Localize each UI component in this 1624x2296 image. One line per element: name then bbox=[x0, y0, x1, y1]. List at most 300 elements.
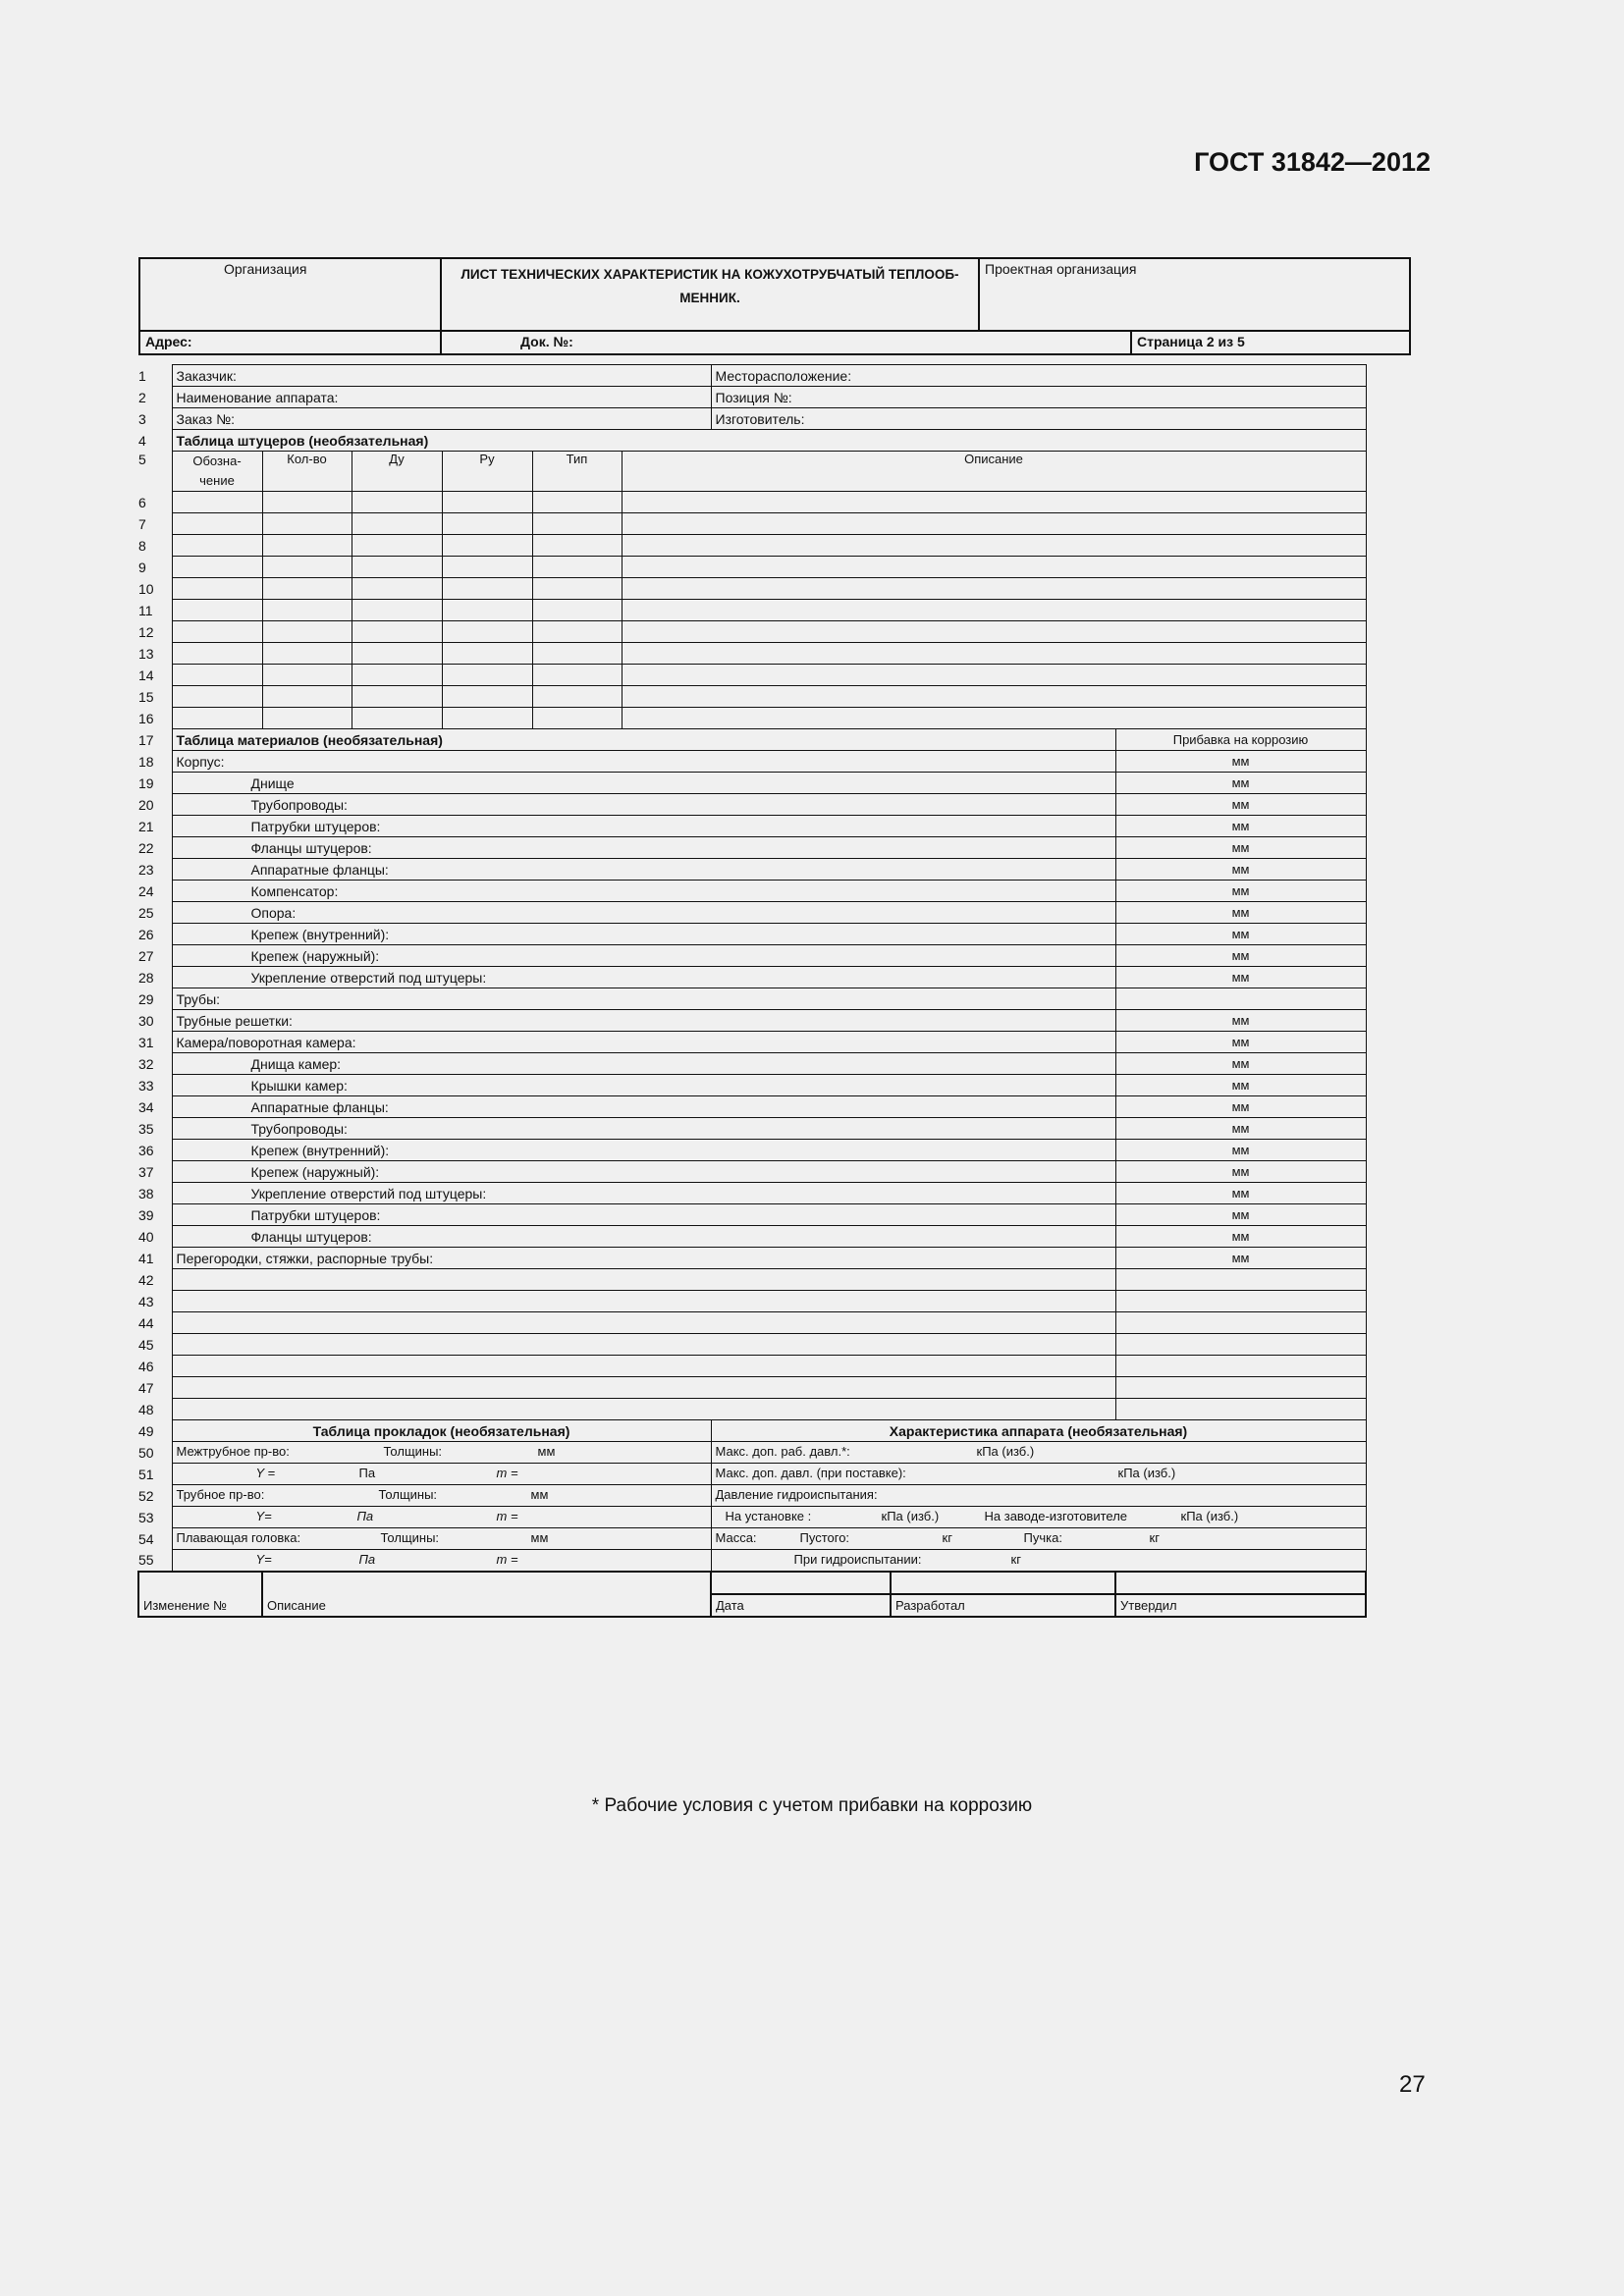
row-number: 29 bbox=[138, 990, 154, 1007]
page-info-cell bbox=[1131, 331, 1410, 354]
row-number: 55 bbox=[138, 1552, 154, 1569]
apparatus-cell[interactable] bbox=[711, 1550, 1366, 1573]
material-label: Патрубки штуцеров: bbox=[250, 818, 381, 834]
material-row bbox=[138, 1183, 1366, 1204]
kg-unit: кг bbox=[1010, 1552, 1021, 1567]
mm-unit: мм bbox=[1231, 948, 1250, 963]
row-number: 2 bbox=[138, 389, 146, 405]
pa-unit: Па bbox=[356, 1509, 374, 1523]
nozzle-col-description: Описание bbox=[622, 452, 1366, 492]
corrosion-allowance-cell[interactable] bbox=[1115, 751, 1366, 773]
material-label-cell[interactable] bbox=[172, 1269, 1115, 1291]
approved[interactable] bbox=[1115, 1594, 1366, 1617]
corrosion-allowance-cell[interactable] bbox=[1115, 1161, 1366, 1183]
manufacturer-label: Изготовитель: bbox=[715, 410, 805, 427]
corrosion-allowance-cell[interactable] bbox=[1115, 902, 1366, 924]
material-label-cell[interactable] bbox=[172, 1053, 1115, 1075]
nozzle-description-cell[interactable] bbox=[622, 492, 1366, 513]
material-row bbox=[138, 1248, 1366, 1269]
nozzle-cell[interactable] bbox=[262, 578, 352, 600]
customer-field[interactable] bbox=[172, 365, 711, 387]
nozzle-cell[interactable] bbox=[352, 708, 442, 729]
corrosion-allowance-cell[interactable] bbox=[1115, 1096, 1366, 1118]
material-label-cell[interactable] bbox=[172, 902, 1115, 924]
kpa-unit: кПа (изб.) bbox=[1117, 1466, 1176, 1480]
position-label: Позиция №: bbox=[715, 389, 792, 405]
apparatus-cell[interactable] bbox=[711, 1464, 1366, 1485]
nozzle-description-cell[interactable] bbox=[622, 513, 1366, 535]
kpa-unit: кПа (изб.) bbox=[1180, 1509, 1239, 1523]
description-blank[interactable] bbox=[262, 1572, 711, 1594]
nozzle-description-cell[interactable] bbox=[622, 535, 1366, 557]
nozzle-cell[interactable] bbox=[352, 643, 442, 665]
row-number: 20 bbox=[138, 796, 154, 813]
apparatus-cell[interactable] bbox=[711, 1442, 1366, 1464]
material-label-cell[interactable] bbox=[172, 924, 1115, 945]
nozzle-cell[interactable] bbox=[532, 535, 622, 557]
nozzle-row bbox=[138, 535, 1366, 557]
doc-number-cell bbox=[441, 331, 1131, 354]
material-label: Фланцы штуцеров: bbox=[250, 1228, 372, 1245]
corrosion-allowance-cell[interactable] bbox=[1115, 794, 1366, 816]
page-number: 27 bbox=[1399, 2071, 1426, 2098]
row-number: 33 bbox=[138, 1077, 154, 1094]
footnote: * Рабочие условия с учетом прибавки на коррозию bbox=[591, 1795, 1033, 1816]
nozzle-cell[interactable] bbox=[352, 513, 442, 535]
material-label-cell[interactable] bbox=[172, 1226, 1115, 1248]
bundle-label: Пучка: bbox=[1023, 1530, 1062, 1545]
materials-title-text: Таблица материалов (необязательная) bbox=[176, 731, 443, 748]
design-organization-label: Проектная организация bbox=[985, 261, 1137, 277]
nozzle-cell[interactable] bbox=[442, 557, 532, 578]
material-row-empty bbox=[138, 1334, 1366, 1356]
apparatus-name-field[interactable] bbox=[172, 387, 711, 408]
nozzle-cell[interactable] bbox=[352, 535, 442, 557]
corrosion-allowance-cell[interactable] bbox=[1115, 1053, 1366, 1075]
nozzle-cell[interactable] bbox=[442, 621, 532, 643]
nozzle-description-cell[interactable] bbox=[622, 578, 1366, 600]
nozzle-cell[interactable] bbox=[172, 513, 262, 535]
nozzle-cell[interactable] bbox=[442, 513, 532, 535]
nozzle-row bbox=[138, 557, 1366, 578]
material-label-cell[interactable] bbox=[172, 1334, 1115, 1356]
corrosion-allowance-cell[interactable] bbox=[1115, 1204, 1366, 1226]
material-label-cell[interactable] bbox=[172, 988, 1115, 1010]
mm-unit: мм bbox=[1231, 1013, 1250, 1028]
corrosion-header-text: Прибавка на коррозию bbox=[1172, 732, 1309, 747]
material-label: Укрепление отверстий под штуцеры: bbox=[250, 1185, 487, 1201]
nozzle-table-title-text: Таблица штуцеров (необязательная) bbox=[176, 432, 429, 449]
material-label: Аппаратные фланцы: bbox=[250, 1098, 389, 1115]
material-label-cell[interactable] bbox=[172, 1032, 1115, 1053]
row-number: 43 bbox=[138, 1293, 154, 1309]
nozzle-cell[interactable] bbox=[352, 578, 442, 600]
corrosion-allowance-cell[interactable] bbox=[1115, 881, 1366, 902]
material-row bbox=[138, 967, 1366, 988]
nozzle-cell[interactable] bbox=[172, 578, 262, 600]
corrosion-allowance-cell[interactable] bbox=[1115, 1075, 1366, 1096]
manufacturer-field[interactable] bbox=[711, 408, 1366, 430]
apparatus-table-title bbox=[711, 1420, 1366, 1442]
thickness-label: Толщины: bbox=[378, 1487, 438, 1502]
mm-unit: мм bbox=[1231, 1186, 1250, 1201]
gasket-cell[interactable] bbox=[172, 1464, 711, 1485]
corrosion-allowance-cell[interactable] bbox=[1115, 1032, 1366, 1053]
nozzle-cell[interactable] bbox=[532, 621, 622, 643]
interpipe-label: Межтрубное пр-во: bbox=[176, 1444, 290, 1459]
nozzle-cell[interactable] bbox=[172, 643, 262, 665]
nozzle-cell[interactable] bbox=[532, 492, 622, 513]
apparatus-title-text: Характеристика аппарата (необязательная) bbox=[889, 1422, 1188, 1439]
row-number: 49 bbox=[138, 1422, 154, 1439]
row-number: 13 bbox=[138, 645, 154, 662]
material-label-cell[interactable] bbox=[172, 1183, 1115, 1204]
corrosion-allowance-cell[interactable] bbox=[1115, 837, 1366, 859]
row-number: 17 bbox=[138, 731, 154, 748]
gasket-apparatus-row bbox=[138, 1528, 1366, 1550]
material-label: Опора: bbox=[250, 904, 297, 921]
mm-unit: мм bbox=[530, 1530, 549, 1545]
row-number: 42 bbox=[138, 1271, 154, 1288]
page-info: Страница 2 из 5 bbox=[1137, 334, 1245, 349]
nozzle-cell[interactable] bbox=[442, 686, 532, 708]
at-factory-label: На заводе-изготовителе bbox=[984, 1509, 1128, 1523]
row-number: 31 bbox=[138, 1034, 154, 1050]
apparatus-cell[interactable] bbox=[711, 1507, 1366, 1528]
apparatus-name-label: Наименование аппарата: bbox=[176, 389, 339, 405]
material-label-cell[interactable] bbox=[172, 859, 1115, 881]
material-label-cell[interactable] bbox=[172, 773, 1115, 794]
y-label: Y= bbox=[255, 1509, 272, 1523]
nozzle-row bbox=[138, 643, 1366, 665]
address-cell bbox=[139, 331, 441, 354]
nozzle-row bbox=[138, 665, 1366, 686]
material-row bbox=[138, 859, 1366, 881]
material-label-cell[interactable] bbox=[172, 1399, 1115, 1420]
change-number-text: Изменение № bbox=[143, 1597, 228, 1613]
nozzle-cell[interactable] bbox=[172, 708, 262, 729]
mm-unit: мм bbox=[1231, 862, 1250, 877]
nozzle-row bbox=[138, 686, 1366, 708]
material-label-cell[interactable] bbox=[172, 837, 1115, 859]
material-label-cell[interactable] bbox=[172, 1377, 1115, 1399]
nozzle-description-cell[interactable] bbox=[622, 557, 1366, 578]
nozzle-cell[interactable] bbox=[172, 665, 262, 686]
nozzle-row bbox=[138, 600, 1366, 621]
material-row bbox=[138, 1140, 1366, 1161]
row-number: 18 bbox=[138, 753, 154, 770]
row-number: 23 bbox=[138, 861, 154, 878]
gasket-cell[interactable] bbox=[172, 1485, 711, 1507]
mm-unit: мм bbox=[1231, 1143, 1250, 1157]
nozzle-cell[interactable] bbox=[262, 665, 352, 686]
material-row-empty bbox=[138, 1356, 1366, 1377]
gasket-apparatus-row bbox=[138, 1442, 1366, 1464]
corrosion-allowance-cell[interactable] bbox=[1115, 945, 1366, 967]
material-label-cell[interactable] bbox=[172, 1010, 1115, 1032]
approved-text: Утвердил bbox=[1120, 1598, 1177, 1613]
row-number: 11 bbox=[138, 602, 153, 618]
nozzle-cell[interactable] bbox=[532, 643, 622, 665]
nozzle-cell[interactable] bbox=[442, 643, 532, 665]
row-number: 21 bbox=[138, 818, 154, 834]
date[interactable] bbox=[711, 1594, 891, 1617]
material-row bbox=[138, 1161, 1366, 1183]
row-number: 46 bbox=[138, 1358, 154, 1374]
nozzle-col-designation: Обозна-чение bbox=[172, 452, 262, 492]
material-label-cell[interactable] bbox=[172, 1140, 1115, 1161]
corrosion-allowance-cell[interactable] bbox=[1115, 1183, 1366, 1204]
row-number: 36 bbox=[138, 1142, 154, 1158]
nozzle-cell[interactable] bbox=[532, 686, 622, 708]
organization-cell bbox=[139, 258, 441, 331]
change-number[interactable] bbox=[138, 1594, 262, 1617]
corrosion-allowance-cell[interactable] bbox=[1115, 988, 1366, 1010]
mm-unit: мм bbox=[1231, 1121, 1250, 1136]
tube-space-label: Трубное пр-во: bbox=[176, 1487, 265, 1502]
position-field[interactable] bbox=[711, 387, 1366, 408]
nozzle-cell[interactable] bbox=[532, 513, 622, 535]
material-label-cell[interactable] bbox=[172, 1096, 1115, 1118]
nozzle-cell[interactable] bbox=[352, 600, 442, 621]
nozzle-cell[interactable] bbox=[172, 600, 262, 621]
y-label: Y = bbox=[255, 1466, 276, 1480]
material-row bbox=[138, 924, 1366, 945]
nozzle-cell[interactable] bbox=[442, 665, 532, 686]
row-number: 8 bbox=[138, 537, 146, 554]
row-number: 52 bbox=[138, 1487, 154, 1504]
corrosion-allowance-cell[interactable] bbox=[1115, 1377, 1366, 1399]
gasket-cell[interactable] bbox=[172, 1507, 711, 1528]
nozzle-cell[interactable] bbox=[172, 686, 262, 708]
gasket-cell[interactable] bbox=[172, 1442, 711, 1464]
kpa-unit: кПа (изб.) bbox=[881, 1509, 940, 1523]
nozzle-cell[interactable] bbox=[352, 665, 442, 686]
nozzle-cell[interactable] bbox=[532, 600, 622, 621]
nozzle-cell[interactable] bbox=[262, 492, 352, 513]
corrosion-allowance-cell[interactable] bbox=[1115, 967, 1366, 988]
material-label-cell[interactable] bbox=[172, 1356, 1115, 1377]
nozzle-cell[interactable] bbox=[352, 686, 442, 708]
approved-blank[interactable] bbox=[1115, 1572, 1366, 1594]
material-row-empty bbox=[138, 1312, 1366, 1334]
materials-table-title bbox=[172, 729, 1115, 751]
developed[interactable] bbox=[891, 1594, 1115, 1617]
nozzle-cell[interactable] bbox=[442, 600, 532, 621]
corrosion-allowance-cell[interactable] bbox=[1115, 1356, 1366, 1377]
nozzle-row bbox=[138, 621, 1366, 643]
nozzle-table-title bbox=[172, 430, 1366, 452]
row-number: 28 bbox=[138, 969, 154, 986]
material-label: Крепеж (внутренний): bbox=[250, 1142, 390, 1158]
gasket-cell[interactable] bbox=[172, 1528, 711, 1550]
address-label: Адрес: bbox=[145, 334, 192, 349]
row-number: 10 bbox=[138, 580, 154, 597]
date-blank[interactable] bbox=[711, 1572, 891, 1594]
row-number: 5 bbox=[138, 451, 146, 467]
nozzle-row bbox=[138, 492, 1366, 513]
nozzle-row bbox=[138, 708, 1366, 729]
nozzle-cell[interactable] bbox=[262, 621, 352, 643]
material-label-cell[interactable] bbox=[172, 794, 1115, 816]
nozzle-cell[interactable] bbox=[262, 643, 352, 665]
row-number: 3 bbox=[138, 410, 146, 427]
row-number: 25 bbox=[138, 904, 154, 921]
corrosion-allowance-cell[interactable] bbox=[1115, 1226, 1366, 1248]
material-row bbox=[138, 794, 1366, 816]
location-label: Месторасположение: bbox=[715, 367, 852, 384]
gasket-apparatus-row bbox=[138, 1550, 1366, 1573]
max-work-pressure-label: Макс. доп. раб. давл.*: bbox=[715, 1444, 850, 1459]
row-number: 50 bbox=[138, 1444, 154, 1461]
max-pressure-delivery-label: Макс. доп. давл. (при поставке): bbox=[715, 1466, 906, 1480]
design-organization-cell bbox=[979, 258, 1410, 331]
material-label-cell[interactable] bbox=[172, 1075, 1115, 1096]
mm-unit: мм bbox=[1231, 905, 1250, 920]
material-label-cell[interactable] bbox=[172, 967, 1115, 988]
description-text: Описание bbox=[267, 1597, 326, 1613]
nozzle-cell[interactable] bbox=[352, 557, 442, 578]
change-number-blank[interactable] bbox=[138, 1572, 262, 1594]
material-label-cell[interactable] bbox=[172, 816, 1115, 837]
order-field[interactable] bbox=[172, 408, 711, 430]
nozzle-description-cell[interactable] bbox=[622, 621, 1366, 643]
thickness-label: Толщины: bbox=[380, 1530, 440, 1545]
mm-unit: мм bbox=[1231, 1164, 1250, 1179]
corrosion-allowance-cell[interactable] bbox=[1115, 1291, 1366, 1312]
nozzle-description-cell[interactable] bbox=[622, 686, 1366, 708]
mm-unit: мм bbox=[1231, 797, 1250, 812]
material-label: Патрубки штуцеров: bbox=[250, 1206, 381, 1223]
material-row bbox=[138, 837, 1366, 859]
row-number: 39 bbox=[138, 1206, 154, 1223]
nozzle-cell[interactable] bbox=[532, 557, 622, 578]
row-number: 54 bbox=[138, 1530, 154, 1547]
developed-text: Разработал bbox=[895, 1598, 965, 1613]
material-label: Днища камер: bbox=[250, 1055, 342, 1072]
row-number: 45 bbox=[138, 1336, 154, 1353]
corrosion-allowance-cell[interactable] bbox=[1115, 1399, 1366, 1420]
mm-unit: мм bbox=[1231, 1251, 1250, 1265]
corrosion-allowance-cell[interactable] bbox=[1115, 773, 1366, 794]
material-label-cell[interactable] bbox=[172, 1248, 1115, 1269]
material-row-empty bbox=[138, 1269, 1366, 1291]
material-label-cell[interactable] bbox=[172, 1204, 1115, 1226]
nozzle-cell[interactable] bbox=[262, 600, 352, 621]
material-label-cell[interactable] bbox=[172, 945, 1115, 967]
developed-blank[interactable] bbox=[891, 1572, 1115, 1594]
nozzle-description-cell[interactable] bbox=[622, 665, 1366, 686]
nozzle-cell[interactable] bbox=[262, 708, 352, 729]
form-table bbox=[137, 364, 1367, 1618]
nozzle-row bbox=[138, 513, 1366, 535]
gasket-apparatus-row bbox=[138, 1464, 1366, 1485]
material-row bbox=[138, 1032, 1366, 1053]
material-label-cell[interactable] bbox=[172, 1291, 1115, 1312]
material-label: Перегородки, стяжки, распорные трубы: bbox=[176, 1250, 434, 1266]
nozzle-cell[interactable] bbox=[172, 492, 262, 513]
nozzle-cell[interactable] bbox=[262, 686, 352, 708]
material-row-empty bbox=[138, 1377, 1366, 1399]
nozzle-cell[interactable] bbox=[442, 708, 532, 729]
nozzle-description-cell[interactable] bbox=[622, 600, 1366, 621]
nozzle-cell[interactable] bbox=[172, 557, 262, 578]
corrosion-allowance-cell[interactable] bbox=[1115, 1118, 1366, 1140]
nozzle-cell[interactable] bbox=[172, 535, 262, 557]
material-label-cell[interactable] bbox=[172, 881, 1115, 902]
row-number: 53 bbox=[138, 1509, 154, 1525]
nozzle-cell[interactable] bbox=[532, 578, 622, 600]
row-number: 6 bbox=[138, 494, 146, 510]
material-label-cell[interactable] bbox=[172, 751, 1115, 773]
material-label-cell[interactable] bbox=[172, 1118, 1115, 1140]
material-label: Трубопроводы: bbox=[250, 1120, 348, 1137]
nozzle-cell[interactable] bbox=[262, 535, 352, 557]
nozzle-cell[interactable] bbox=[532, 665, 622, 686]
sheet-title: ЛИСТ ТЕХНИЧЕСКИХ ХАРАКТЕРИСТИК НА КОЖУХОТРУБЧАТЫЙ ТЕПЛООБ-МЕННИК. bbox=[460, 267, 959, 305]
row-number: 30 bbox=[138, 1012, 154, 1029]
corrosion-allowance-cell[interactable] bbox=[1115, 1010, 1366, 1032]
nozzle-col-dn: Ду bbox=[352, 452, 442, 492]
corrosion-header bbox=[1115, 729, 1366, 751]
material-label-cell[interactable] bbox=[172, 1312, 1115, 1334]
gasket-cell[interactable] bbox=[172, 1550, 711, 1573]
material-label: Трубы: bbox=[176, 990, 221, 1007]
corrosion-allowance-cell[interactable] bbox=[1115, 924, 1366, 945]
nozzle-cell[interactable] bbox=[262, 513, 352, 535]
nozzle-cell[interactable] bbox=[442, 578, 532, 600]
material-label: Камера/поворотная камера: bbox=[176, 1034, 356, 1050]
apparatus-cell[interactable] bbox=[711, 1485, 1366, 1507]
location-field[interactable] bbox=[711, 365, 1366, 387]
row-number: 37 bbox=[138, 1163, 154, 1180]
thickness-label: Толщины: bbox=[383, 1444, 443, 1459]
nozzle-cell[interactable] bbox=[442, 535, 532, 557]
mm-unit: мм bbox=[1231, 1056, 1250, 1071]
nozzle-cell[interactable] bbox=[532, 708, 622, 729]
mm-unit: мм bbox=[1231, 883, 1250, 898]
kg-unit: кг bbox=[942, 1530, 952, 1545]
sheet-title-cell bbox=[441, 258, 979, 331]
doc-number-label: Док. №: bbox=[520, 334, 573, 349]
material-row bbox=[138, 945, 1366, 967]
row-number: 19 bbox=[138, 774, 154, 791]
nozzle-description-cell[interactable] bbox=[622, 643, 1366, 665]
corrosion-allowance-cell[interactable] bbox=[1115, 1312, 1366, 1334]
corrosion-allowance-cell[interactable] bbox=[1115, 816, 1366, 837]
nozzle-description-cell[interactable] bbox=[622, 708, 1366, 729]
nozzle-cell[interactable] bbox=[352, 492, 442, 513]
order-label: Заказ №: bbox=[176, 410, 236, 427]
nozzle-cell[interactable] bbox=[262, 557, 352, 578]
corrosion-allowance-cell[interactable] bbox=[1115, 1269, 1366, 1291]
nozzle-cell[interactable] bbox=[352, 621, 442, 643]
corrosion-allowance-cell[interactable] bbox=[1115, 1140, 1366, 1161]
apparatus-cell[interactable] bbox=[711, 1528, 1366, 1550]
m-label: m = bbox=[496, 1509, 518, 1523]
material-row bbox=[138, 773, 1366, 794]
material-label-cell[interactable] bbox=[172, 1161, 1115, 1183]
description[interactable] bbox=[262, 1594, 711, 1617]
nozzle-cell[interactable] bbox=[442, 492, 532, 513]
corrosion-allowance-cell[interactable] bbox=[1115, 1334, 1366, 1356]
corrosion-allowance-cell[interactable] bbox=[1115, 1248, 1366, 1269]
material-row bbox=[138, 1053, 1366, 1075]
nozzle-cell[interactable] bbox=[172, 621, 262, 643]
mm-unit: мм bbox=[1231, 1207, 1250, 1222]
row-number: 41 bbox=[138, 1250, 154, 1266]
corrosion-allowance-cell[interactable] bbox=[1115, 859, 1366, 881]
